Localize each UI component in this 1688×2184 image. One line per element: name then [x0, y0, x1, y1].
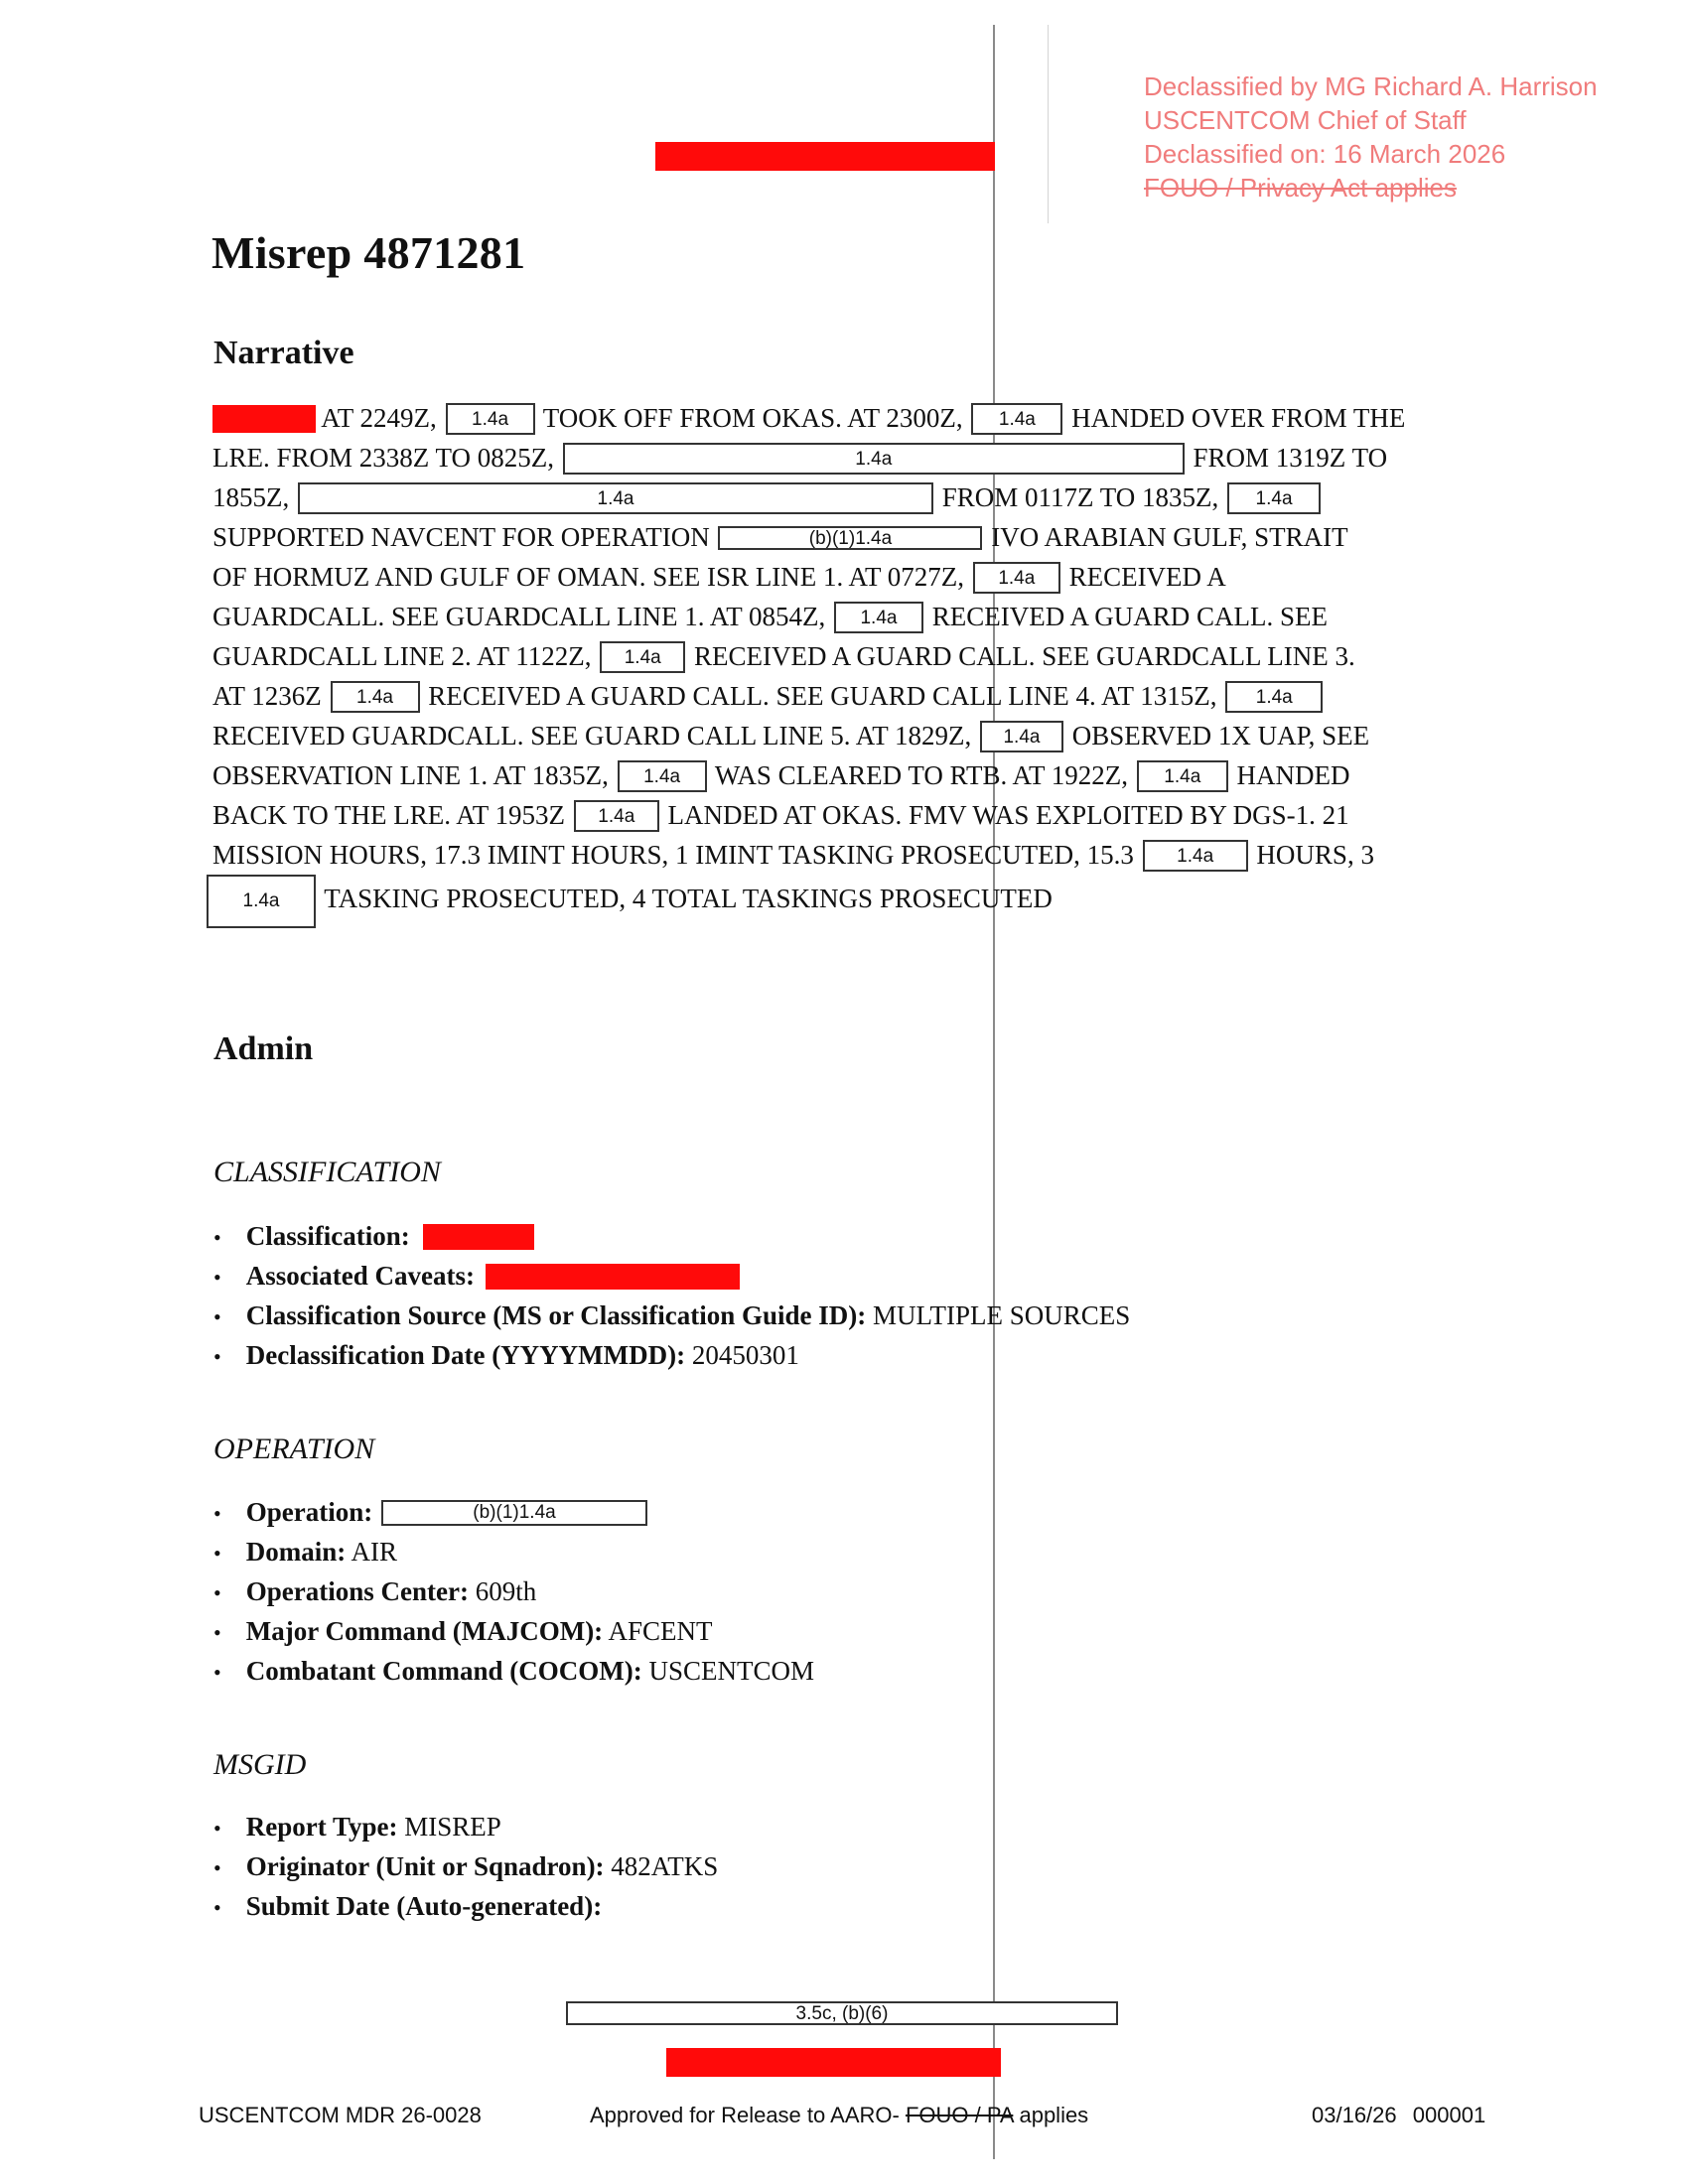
footer-release-text: applies — [1019, 2103, 1089, 2127]
redaction-box-operation: (b)(1)1.4a — [381, 1500, 647, 1526]
narrative-text: OF HORMUZ AND GULF OF OMAN. SEE ISR LINE 1. AT 0727Z, — [212, 562, 965, 592]
narrative-text: RECEIVED GUARDCALL. SEE GUARD CALL LINE 5. AT 1829Z, — [212, 721, 972, 751]
narrative-text: GUARDCALL LINE 2. AT 1122Z, — [212, 641, 592, 671]
redaction-box: 1.4a — [1137, 760, 1228, 792]
list-item — [213, 1216, 1130, 1256]
narrative-text: RECEIVED A — [1068, 562, 1226, 592]
field-label: Operations Center: — [245, 1576, 469, 1606]
list-item — [213, 1335, 1130, 1375]
narrative-text: IVO ARABIAN GULF, STRAIT — [991, 522, 1348, 552]
stamp-line-struck: FOUO / Privacy Act applies — [1144, 173, 1457, 203]
admin-heading: Admin — [213, 1030, 314, 1067]
narrative-line — [212, 755, 1474, 795]
field-label: Originator (Unit or Sqnadron): — [245, 1851, 605, 1881]
redaction-box: 1.4a — [600, 641, 685, 673]
redaction-box: 1.4a — [971, 403, 1062, 435]
field-label: Major Command (MAJCOM): — [245, 1616, 604, 1646]
classification-list — [213, 1216, 1130, 1375]
field-label: Classification Source (MS or Classification Guide ID): — [245, 1300, 867, 1330]
narrative-text: LRE. FROM 2338Z TO 0825Z, — [212, 443, 555, 473]
stamp-line: USCENTCOM Chief of Staff — [1144, 105, 1467, 135]
narrative-text: LANDED AT OKAS. FMV WAS EXPLOITED BY DGS-1. 21 — [667, 800, 1349, 830]
msgid-list — [213, 1807, 718, 1926]
field-value: AFCENT — [608, 1616, 713, 1646]
field-value: 20450301 — [691, 1340, 799, 1370]
scan-fold-line — [993, 25, 995, 2159]
redaction-box: 1.4a — [574, 800, 659, 832]
redaction-box: 1.4a — [834, 602, 923, 633]
redaction-bar — [212, 405, 316, 433]
narrative-text: TOOK OFF FROM OKAS. AT 2300Z, — [542, 403, 963, 433]
list-item — [213, 1611, 814, 1651]
redaction-box-operation: (b)(1)1.4a — [718, 526, 982, 550]
narrative-line — [212, 438, 1474, 478]
redaction-box: 1.4a — [1227, 482, 1321, 514]
narrative-line — [212, 557, 1474, 597]
redaction-box: 1.4a — [446, 403, 535, 435]
redaction-box: 1.4a — [1225, 681, 1323, 713]
stamp-line: Declassified by MG Richard A. Harrison — [1144, 71, 1598, 101]
narrative-line — [212, 716, 1474, 755]
list-item — [213, 1807, 718, 1846]
narrative-text: RECEIVED A GUARD CALL. SEE GUARDCALL LINE 3. — [693, 641, 1355, 671]
narrative-text: FROM 0117Z TO 1835Z, — [941, 482, 1219, 512]
field-value: 609th — [475, 1576, 537, 1606]
bottom-redaction-box: 3.5c, (b)(6) — [566, 2001, 1118, 2025]
list-item — [213, 1296, 1130, 1335]
narrative-line — [212, 478, 1474, 517]
narrative-text: RECEIVED A GUARD CALL. SEE GUARD CALL LINE 4. AT 1315Z, — [428, 681, 1217, 711]
field-label: Domain: — [245, 1537, 347, 1567]
narrative-heading: Narrative — [213, 335, 354, 371]
narrative-text: OBSERVATION LINE 1. AT 1835Z, — [212, 760, 609, 790]
field-value: MISREP — [404, 1812, 501, 1842]
narrative-text: TASKING PROSECUTED, 4 TOTAL TASKINGS PROSECUTED — [324, 884, 1053, 914]
header-redaction-bar — [655, 142, 995, 171]
narrative-text: FROM 1319Z TO — [1193, 443, 1388, 473]
narrative-line — [212, 597, 1474, 636]
narrative-text: SUPPORTED NAVCENT FOR OPERATION — [212, 522, 710, 552]
operation-subheading: OPERATION — [213, 1433, 375, 1465]
footer-release-struck: FOUO / PA — [905, 2103, 1014, 2127]
redaction-box: 1.4a — [331, 681, 420, 713]
list-item — [213, 1886, 718, 1926]
redaction-bar — [423, 1224, 534, 1250]
narrative-text: RECEIVED A GUARD CALL. SEE — [931, 602, 1328, 631]
footer-date: 03/16/26 — [1312, 2103, 1397, 2127]
list-item — [213, 1651, 814, 1691]
narrative-text: HANDED — [1236, 760, 1350, 790]
footer-mdr-number: USCENTCOM MDR 26-0028 — [199, 2103, 482, 2127]
list-item — [213, 1256, 1130, 1296]
redaction-box: 1.4a — [1143, 840, 1248, 872]
list-item — [213, 1532, 814, 1571]
narrative-text: OBSERVED 1X UAP, SEE — [1071, 721, 1370, 751]
field-label: Combatant Command (COCOM): — [245, 1656, 642, 1686]
field-value: AIR — [351, 1537, 398, 1567]
narrative-body — [212, 398, 1474, 914]
narrative-text: AT 1236Z — [212, 681, 322, 711]
narrative-line — [212, 875, 1474, 914]
redaction-box: 1.4a — [207, 875, 316, 928]
narrative-line — [212, 676, 1474, 716]
list-item — [213, 1846, 718, 1886]
msgid-subheading: MSGID — [213, 1748, 307, 1781]
footer-release-text: Approved for Release to AARO- — [590, 2103, 900, 2127]
redaction-box: 1.4a — [563, 443, 1185, 475]
field-label: Operation: — [245, 1497, 373, 1527]
narrative-line — [212, 835, 1474, 875]
list-item — [213, 1571, 814, 1611]
list-item — [213, 1492, 814, 1532]
operation-list — [213, 1492, 814, 1691]
field-value: 482ATKS — [611, 1851, 719, 1881]
narrative-text: GUARDCALL. SEE GUARDCALL LINE 1. AT 0854Z, — [212, 602, 826, 631]
narrative-text: WAS CLEARED TO RTB. AT 1922Z, — [714, 760, 1129, 790]
field-label: Associated Caveats: — [245, 1261, 475, 1291]
narrative-text: HOURS, 3 — [1256, 840, 1374, 870]
field-label: Submit Date (Auto-generated): — [245, 1891, 603, 1921]
narrative-text: BACK TO THE LRE. AT 1953Z — [212, 800, 566, 830]
narrative-text: HANDED OVER FROM THE — [1071, 403, 1406, 433]
redaction-box: 1.4a — [980, 721, 1063, 752]
bottom-redaction-bar — [666, 2048, 1001, 2077]
redaction-bar — [486, 1264, 740, 1290]
narrative-line — [212, 517, 1474, 557]
declassification-stamp — [1144, 69, 1598, 205]
redaction-box: 1.4a — [618, 760, 707, 792]
stamp-line: Declassified on: 16 March 2026 — [1144, 139, 1506, 169]
classification-subheading: CLASSIFICATION — [213, 1156, 441, 1188]
narrative-text: AT 2249Z, — [321, 403, 437, 433]
report-title: Misrep 4871281 — [211, 227, 526, 278]
redaction-box: 1.4a — [973, 562, 1060, 594]
redaction-box: 1.4a — [298, 482, 933, 514]
narrative-line — [212, 636, 1474, 676]
footer-page-id: 000001 — [1412, 2103, 1486, 2127]
narrative-text: MISSION HOURS, 17.3 IMINT HOURS, 1 IMINT TASKING PROSECUTED, 15.3 — [212, 840, 1134, 870]
field-value: USCENTCOM — [648, 1656, 815, 1686]
field-label: Declassification Date (YYYYMMDD): — [245, 1340, 686, 1370]
narrative-line — [212, 398, 1474, 438]
field-label: Classification: — [245, 1221, 410, 1251]
footer-date-id — [1312, 2103, 1485, 2128]
field-label: Report Type: — [245, 1812, 398, 1842]
scan-fold-line-faint — [1048, 25, 1049, 223]
footer-release-note — [590, 2103, 1088, 2128]
narrative-text: 1855Z, — [212, 482, 290, 512]
field-value: MULTIPLE SOURCES — [873, 1300, 1131, 1330]
narrative-line — [212, 795, 1474, 835]
